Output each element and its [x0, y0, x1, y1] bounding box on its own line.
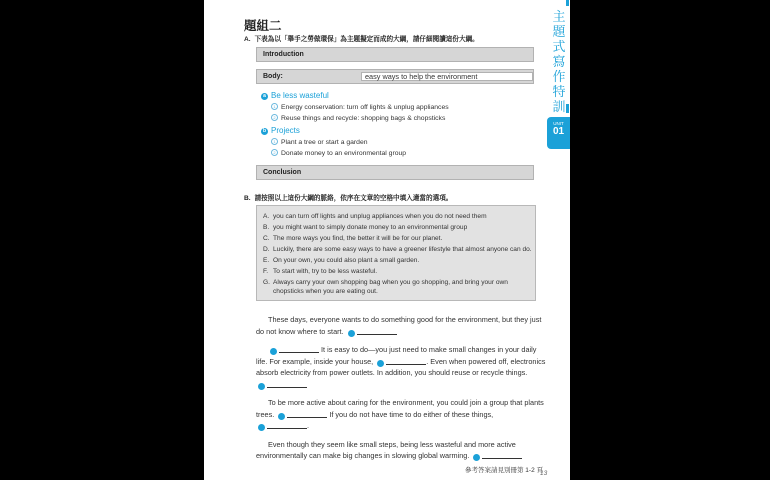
blank-1-badge: 1 — [348, 330, 355, 337]
blank-3[interactable] — [386, 357, 426, 365]
outline-body-bar: Body: easy ways to help the environment — [256, 69, 534, 84]
outline-item: 1 Plant a tree or start a garden — [271, 138, 368, 146]
blank-7[interactable] — [482, 451, 522, 459]
passage-paragraph-4: Even though they seem like small steps, being less wasteful and more active environmentally can make big changes in slowing global warming. 7 — [256, 439, 548, 462]
blank-6[interactable] — [267, 421, 307, 429]
unit-tab: UNIT 01 — [547, 117, 570, 149]
option-item: F. To start with, try to be less wasteful. — [263, 268, 378, 275]
outline-section-a: a Be less wasteful — [261, 91, 329, 100]
outline-introduction-bar: Introduction — [256, 47, 534, 62]
side-divider — [566, 0, 569, 6]
passage-paragraph-3: To be more active about caring for the environment, you could join a group that plants trees. 5 If you do not have time to do either of these things, 6 . — [256, 398, 544, 430]
blank-2[interactable] — [279, 345, 319, 353]
outline-item: 1 Energy conservation: turn off lights & unplug appliances — [271, 103, 449, 111]
passage-paragraph-2: 2 It is easy to do—you just need to make small changes in your daily life. For example, inside your house, 3 . Even when powered off, electronics absorb electricity from power outlets. In addition, you should reuse or recycle things. 4 — [256, 345, 546, 389]
options-box — [256, 205, 536, 301]
blank-4[interactable] — [267, 380, 307, 388]
page-number: 13 — [540, 470, 548, 477]
outline-item: 2 Donate money to an environmental group — [271, 149, 406, 157]
side-divider — [566, 104, 569, 113]
part-a-instruction: A. 下表為以「舉手之勞做環保」為主題擬定而成的大綱，請仔細閱讀這份大綱。 — [244, 36, 479, 43]
side-title: 主 題 式 寫 作 特 訓 — [552, 10, 566, 115]
blank-4-badge: 4 — [258, 383, 265, 390]
body-topic-field: easy ways to help the environment — [361, 72, 533, 81]
blank-6-badge: 6 — [258, 424, 265, 431]
option-item: E. On your own, you could also plant a small garden. — [263, 257, 420, 264]
outline-item: 2 Reuse things and recycle: shopping bags & chopsticks — [271, 114, 445, 122]
option-item: B. you might want to simply donate money to an environmental group — [263, 224, 468, 231]
option-item: D. Luckily, there are some easy ways to have a greener lifestyle that almost anyone can do. — [263, 246, 532, 253]
workbook-page — [204, 0, 570, 480]
page-title: 題組二 — [244, 19, 282, 33]
blank-5-badge: 5 — [278, 413, 285, 420]
outline-section-b: b Projects — [262, 126, 300, 135]
option-item: C. The more ways you find, the better it will be for our planet. — [263, 235, 443, 242]
part-b-instruction: B. 請按照以上這份大綱的脈絡，依序在文章的空格中填入適當的選項。 — [244, 195, 453, 202]
option-item: A. you can turn off lights and unplug appliances when you do not need them — [263, 213, 487, 220]
blank-5[interactable] — [287, 410, 327, 418]
blank-7-badge: 7 — [473, 454, 480, 461]
blank-2-badge: 2 — [270, 348, 277, 355]
blank-1[interactable] — [357, 327, 397, 335]
blank-3-badge: 3 — [377, 360, 384, 367]
section-b-badge: b — [262, 128, 267, 134]
answer-reference: 參考答案請見別冊第 1-2 頁 — [465, 467, 544, 474]
passage-paragraph-1: These days, everyone wants to do something good for the environment, but they just do not know where to start. 1 — [256, 315, 542, 336]
option-item: G. Always carry your own shopping bag when you go shopping, and bring your own chopsticks when you are eating out. — [263, 279, 508, 295]
section-a-badge: a — [261, 93, 268, 100]
passage — [256, 314, 548, 469]
outline-conclusion-bar: Conclusion — [256, 165, 534, 180]
